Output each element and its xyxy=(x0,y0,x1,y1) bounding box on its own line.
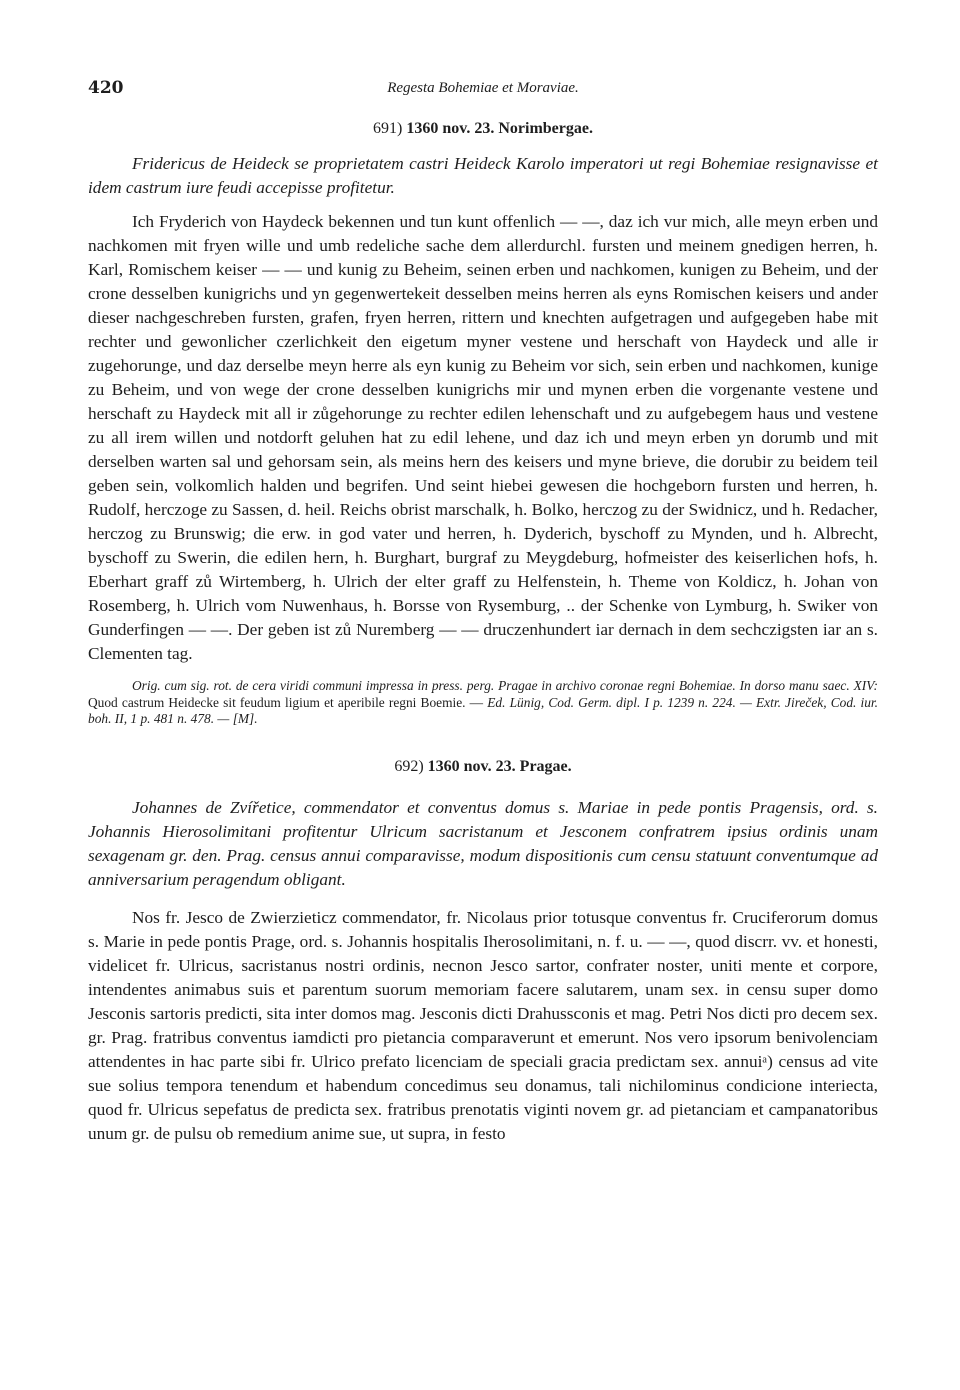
entry-692-number: 692) xyxy=(394,757,424,775)
entry-692-text: Nos fr. Jesco de Zwierzieticz commendator, fr. Nicolaus prior totusque conventus fr. Cruciferorum domus s. Marie in pede pontis Prage, ord. s. Johannis hospitalis Iherosolimitani, n. f. u. — —, quod discrr. vv. et honesti, videlicet fr. Ulricus, sacristanus nostri ordinis, necnon Jesco sartor, confrater noster, uniti mente et corpore, intendentes animabus suis et parentum suorum memoriam facere salutarem, unam sex. in censu super domo Jesconis sartoris predicti, sita inter domos mag. Jesconis dicti Drahussconis et mag. Petri Nos dicti pro decem sex. gr. Prag. fratribus conventus iamdicti pro pietancia comparaverunt et emerunt. Nos vero ipsorum benivolenciam attendentes in hac parte sibi fr. Ulrico prefato licenciam de speciali gracia predictam sex. annuiᵃ) census ad vite sue solius tempora tenendum et habendum concedimus seu donamus, tali nichilominus condicione interiecta, quod fr. Ulricus sepefatus de predicta sex. fratribus prenotatis viginti novem gr. ad pietanciam et campanatoribus unum gr. de pulsu ob remedium anime sue, ut supra, in festo xyxy=(88,907,878,1143)
document-page xyxy=(88,78,878,1146)
entry-691-heading xyxy=(88,120,878,138)
entry-691-notes-dorsal: Quod castrum Heidecke sit feudum ligium et aperibile regni Boemie. — xyxy=(88,694,484,710)
entry-691-notes-orig: Orig. cum sig. rot. de cera viridi communi impressa in press. perg. Pragae in archivo coronae regni Bohemiae. In dorso manu saec. XIV: xyxy=(132,678,878,693)
entry-691-date: 1360 nov. 23. Norimbergae. xyxy=(406,120,593,137)
entry-691-notes xyxy=(88,678,878,728)
entry-691-regest: Fridericus de Heideck se proprietatem castri Heideck Karolo imperatori ut regi Bohemiae resignavisse et idem castrum iure feudi accepisse profitetur. xyxy=(88,154,878,197)
entry-691-text: Ich Fryderich von Haydeck bekennen und tun kunt offenlich — —, daz ich vur mich, alle meyn erben und nachkomen mit fryen wille und umb redeliche sache dem allerdurchl. fursten und meinem gnedigen herren, h. Karl, Romischem keiser — — und kunig zu Beheim, seinen erben und nachkomen, kunigen zu Beheim, und der crone desselben kunigrichs und yn gegenwertekeit desselben meins herren als eyns Romischen keisers und ander dieser nachgeschreben fursten, grafen, fryen herren, rittern und knechten aufgetragen und aufgegeben habe mit rechter und gewonlicher czerlichkeit den eigetum myner vestene und herschaft von Haydeck und alle ir zugehorunge, und daz derselbe meyn herre als eyn kunig zu Beheim vor sich, sein erben und nachkomen, kunige zu Beheim, und von wege der crone desselben kunigrichs mir und mynen erben die vorgenante vestene und herschaft zu Haydeck mit all ir zůgehorunge zu rechter edilen lehenschaft und zu aufgebegem haus und vestene zu all irem willen und notdorft geluhen hat zu edil lehene, und daz ich und meyn erben yn dorumb und mit derselben warten sal und gehorsam sein, als meins hern des keisers und myne brieve, die dorubir zu beidem teil geben sein, volkomlich halden und begrifen. Und seint hiebei gewesen die hochgeborn fursten und herren, h. Rudolf, herczoge zu Sassen, d. heil. Reichs obrist marschalk, h. Bolko, herczog zu der Swidnicz, und h. Redacher, herczog zu Brunswig; die erw. in god vater und herren, h. Dyderich, byschoff zu Mynden, und h. Albrecht, byschoff zu Swerin, die edilen hern, h. Burghart, burgraf zu Meygdeburg, hofmeister des keiserlichen hofs, h. Eberhart graff zů Wirtemberg, h. Ulrich der elter graff zu Helfenstein, h. Theme von Koldicz, h. Johan von Rosemberg, h. Ulrich vom Nuwenhaus, h. Borsse von Rysemburg, .. der Schenke von Lymburg, h. Swiker von Gunderfingen — —. Der geben ist zů Nuremberg — — druczenhundert iar dernach in dem sechczigsten iar an s. Clementen tag. xyxy=(88,212,878,663)
entry-692-regest: Johannes de Zvířetice, commendator et conventus domus s. Mariae in pede pontis Pragensis, ord. s. Johannis Hierosolimitani profitentur Ulricum sacristanum et Jesconem confratrem ipsius ordinis unam sexagenam gr. den. Prag. census annui comparavisse, modum dispositionis cum censu statuunt conventumque ad anniversarium peragendum obligant. xyxy=(88,797,878,889)
running-title: Regesta Bohemiae et Moraviae. xyxy=(387,80,579,96)
entry-692-date: 1360 nov. 23. Pragae. xyxy=(427,757,572,775)
page-header xyxy=(88,78,878,104)
entry-691-notes-editions: Ed. Lünig, Cod. Germ. dipl. I p. 1239 n. 224. — Extr. Jireček, Cod. iur. boh. II, 1 p. 481 n. 478. — [M]. xyxy=(88,694,879,726)
entry-691-number: 691) xyxy=(373,120,403,137)
page-number: 420 xyxy=(88,78,124,98)
entry-692-heading xyxy=(88,758,878,776)
